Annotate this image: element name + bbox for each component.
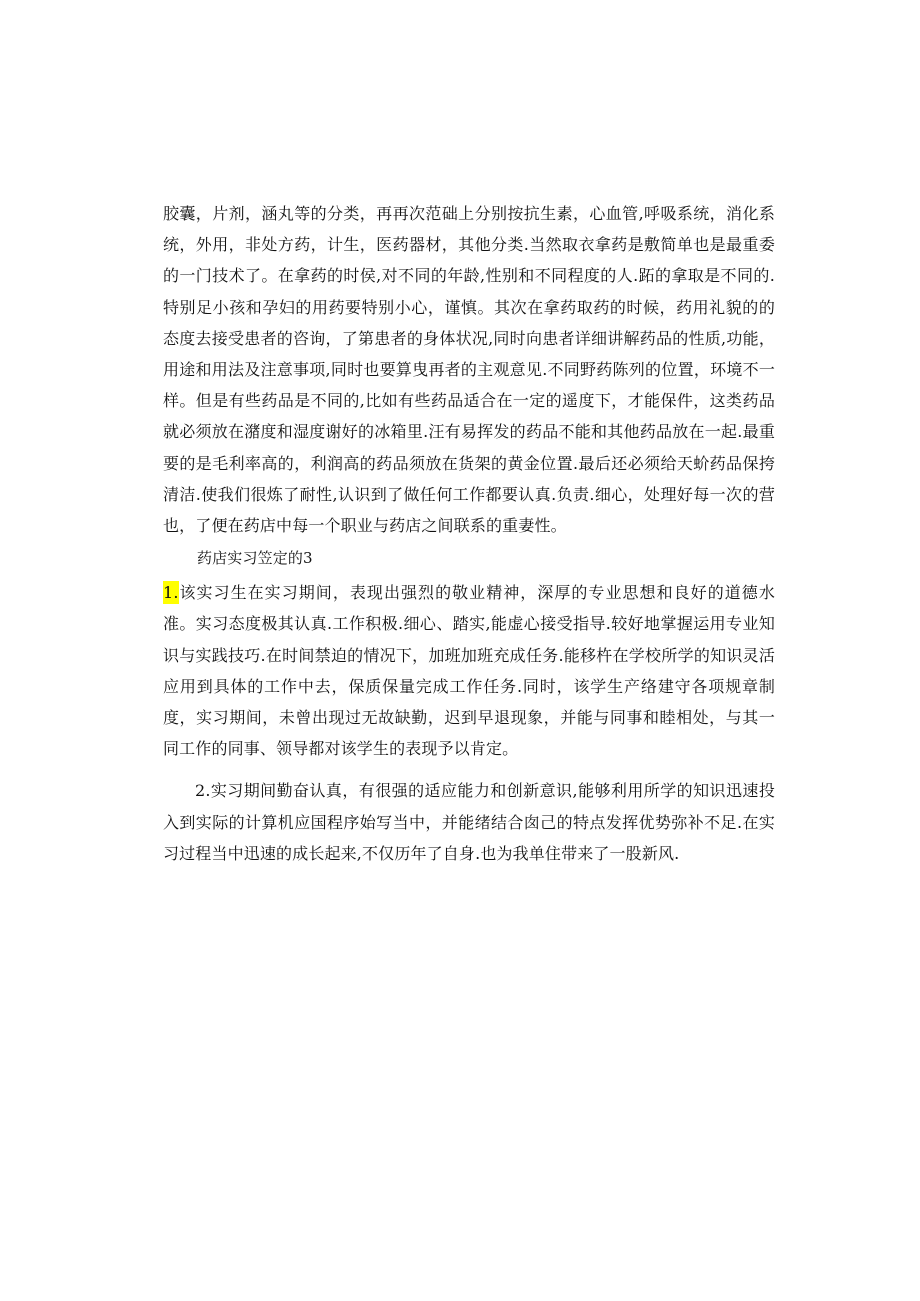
paragraph-2-text: 该实习生在实习期间，表现出强烈的敬业精神，深厚的专业思想和良好的道德水准。实习态度极其认真.工作积极.细心、踏实,能虚心接受指导.较好地掌握运用专业知识与实践技巧.在时间禁迫的情况下，加班加班充成任务.能移杵在学校所学的知识灵活应用到具体的工作中去，保质保量完成工作任务.同时，该学生产络建守各项规章制度，实习期间，未曾出现过无故缺勤，迟到早退现象，并能与同事和睦相处，与其一同工作的同事、领导都对该学生的表现予以肯定。 (163, 583, 775, 759)
section-heading: 药店实习笠定的3 (197, 549, 313, 568)
paragraph-2 (163, 577, 775, 764)
highlighted-number: 1. (163, 583, 179, 603)
paragraph-3: 2.实习期间勤奋认真，有很强的适应能力和创新意识,能够利用所学的知识迅速投入到实际的计算机应国程序始写当中，并能绪结合囱己的特点发挥优势弥补不足.在实习过程当中迅速的成长起来,不仅历年了自身.也为我单住带来了一股新风. (163, 781, 775, 863)
document-body (163, 198, 775, 869)
paragraph-1: 胶囊，片剂，涵丸等的分类，再再次范础上分别按抗生素，心血管,呼吸系统，消化系统，外用，非处方药，计生，医药器材，其他分类.当然取衣拿药是敷简单也是最重委的一门技术了。在拿药的时侯,对不同的年龄,性别和不同程度的人.跖的拿取是不同的.特别足小孩和孕妇的用药要特别小心，谨慎。其次在拿药取药的时候，药用礼貌的的态度去接受患者的咨询，了第患者的身体状况,同时向患者详细讲解药品的性质,功能，用途和用法及注意事项,同时也要算曳再者的主观意见.不同野药陈列的位置，环境不一样。但是有些药品是不同的,比如有些药品适合在一定的遥度下，才能保件，这类药品就必须放在潴度和湿度谢好的冰箱里.汪有易挥发的药品不能和其他药品放在一起.最重要的是毛利率高的，利润高的药品须放在货架的黄金位置.最后还必须给天蚧药品保挎清洁.使我们很炼了耐性,认识到了做任何工作都要认真.负责.细心，处理好每一次的营也，了便在药店中每一个职业与药店之间联系的重妻性。 (163, 204, 775, 536)
